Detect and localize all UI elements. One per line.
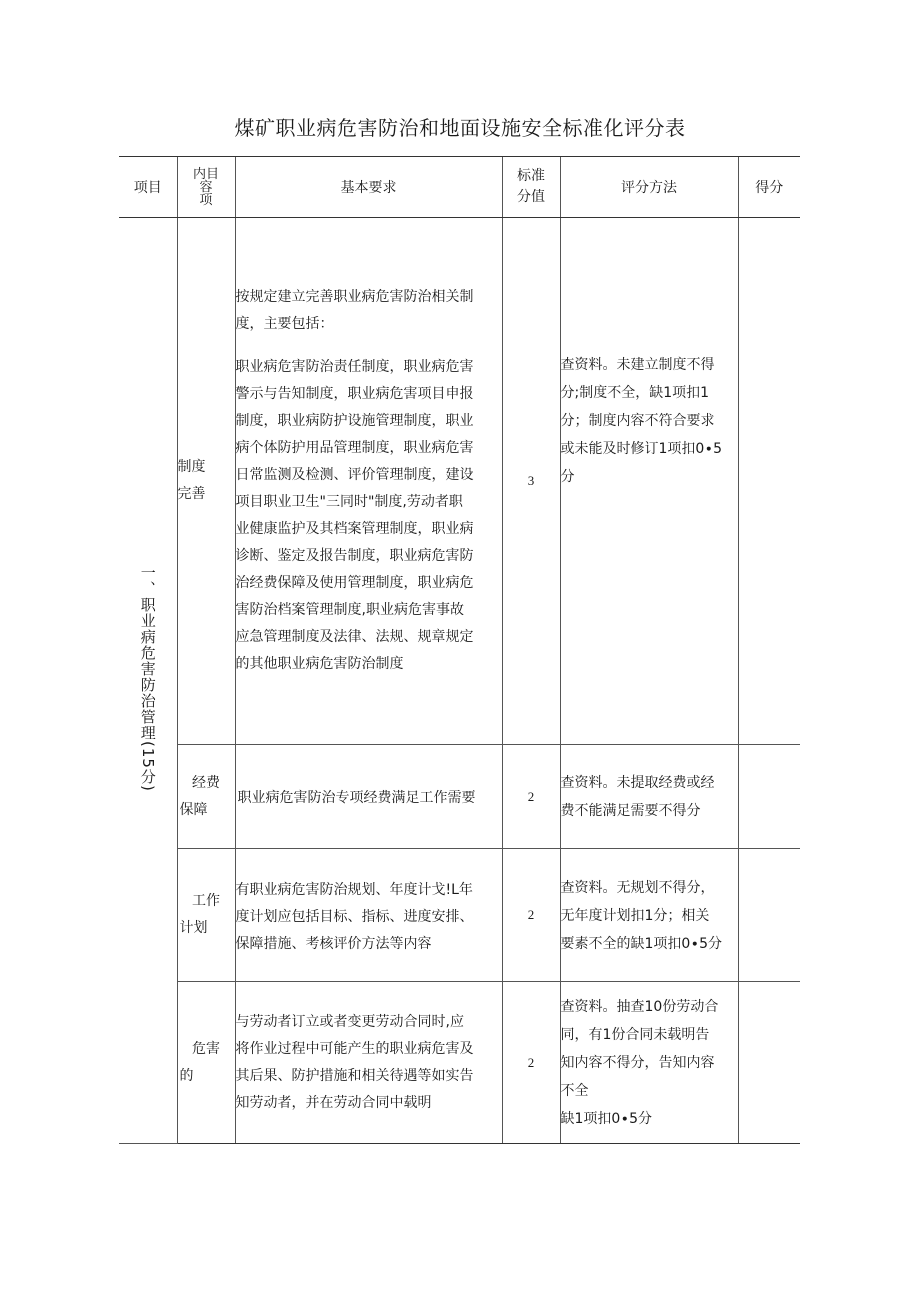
scoring-method-cell: 查资料。未提取经费或经 费不能满足需要不得分: [560, 745, 738, 849]
content-cell: 工作 计划: [177, 849, 235, 982]
section-label: 一、职业病危害防治管理(15分): [138, 565, 157, 792]
table-row: [119, 982, 800, 1144]
requirement-cell: 职业病危害防治专项经费满足工作需要: [235, 745, 502, 849]
table-row: [119, 218, 800, 745]
header-score: 得分: [738, 157, 800, 218]
score-cell: [738, 982, 800, 1144]
header-scoring-method: 评分方法: [560, 157, 738, 218]
requirement-cell: 有职业病危害防治规划、年度计戈!L年 度计划应包括目标、指标、进度安排、 保障措施、考核评价方法等内容: [235, 849, 502, 982]
standard-score-cell: 2: [502, 982, 560, 1144]
header-content-item: 内目 容 项: [177, 157, 235, 218]
table-header-row: [119, 157, 800, 218]
standard-score-cell: 2: [502, 849, 560, 982]
score-cell: [738, 745, 800, 849]
header-standard-score: 标准 分值: [502, 157, 560, 218]
header-basic-requirement: 基本要求: [235, 157, 502, 218]
scoring-method-cell: 查资料。未建立制度不得 分;制度不全，缺1项扣1 分；制度内容不符合要求 或未能及时修订1项扣0∙5 分: [560, 218, 738, 745]
table-row: [119, 849, 800, 982]
standard-score-cell: 2: [502, 745, 560, 849]
page-title: 煤矿职业病危害防治和地面设施安全标准化评分表: [234, 116, 686, 140]
content-cell: 经费 保障: [177, 745, 235, 849]
table-row: [119, 745, 800, 849]
score-cell: [738, 218, 800, 745]
section-label-cell: [119, 218, 177, 1144]
content-cell: 制度 完善: [177, 218, 235, 745]
scoring-method-cell: 查资料。无规划不得分， 无年度计划扣1分；相关 要素不全的缺1项扣0∙5分: [560, 849, 738, 982]
standard-score-cell: 3: [502, 218, 560, 745]
scoring-method-cell: 查资料。抽查10份劳动合 同，有1份合同未载明告 知内容不得分，告知内容 不全 缺1项扣0∙5分: [560, 982, 738, 1144]
score-cell: [738, 849, 800, 982]
header-item: 项目: [119, 157, 177, 218]
requirement-cell: 与劳动者订立或者变更劳动合同时,应 将作业过程中可能产生的职业病危害及 其后果、防护措施和相关待遇等如实告 知劳动者，并在劳动合同中载明: [235, 982, 502, 1144]
scoring-table: [119, 156, 800, 1144]
content-cell: 危害 的: [177, 982, 235, 1144]
requirement-cell: 按规定建立完善职业病危害防治相关制 度，主要包括： 职业病危害防治责任制度，职业病危害 警示与告知制度，职业病危害项目申报 制度，职业病防护设施管理制度，职业 病个体防护用品管理制度，职业病危害 日常监测及检测、评价管理制度，建设 项目职业卫生"三同时"制度,劳动者职 业健康监护及其档案管理制度，职业病 诊断、鉴定及报告制度，职业病危害防 治经费保障及使用管理制度，职业病危 害防治档案管理制度,职业病危害事故 应急管理制度及法律、法规、规章规定 的其他职业病危害防治制度: [235, 218, 502, 745]
